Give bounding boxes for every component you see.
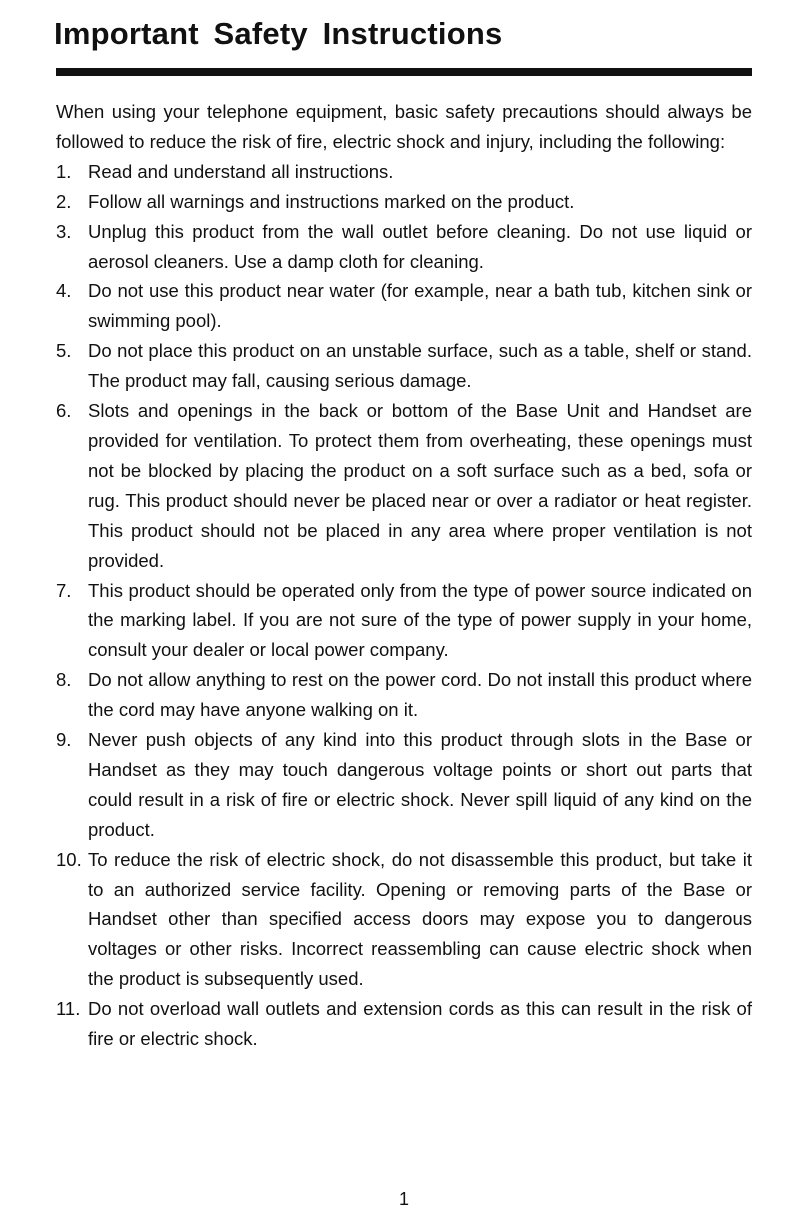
list-item [56,576,752,666]
item-text: Do not place this product on an unstable surface, such as a table, shelf or stand. The product may fall, causing serious damage. [88,340,752,392]
list-item [56,336,752,396]
item-text: To reduce the risk of electric shock, do not disassemble this product, but take it to an authorized service facility. Opening or removing parts of the Base or Handset other than specified access doors may expose you to dangerous voltages or other risks. Incorrect reassembling can cause electric shock when the product is subsequently used. [88,848,752,990]
item-number: 7. [56,579,72,601]
item-text: Unplug this product from the wall outlet before cleaning. Do not use liquid or aerosol cleaners. Use a damp cloth for cleaning. [88,220,752,272]
list-item [56,665,752,725]
item-text: Do not use this product near water (for example, near a bath tub, kitchen sink or swimming pool). [88,280,752,332]
list-item [56,217,752,277]
list-item [56,396,752,575]
item-number: 10. [56,848,82,870]
item-text: Do not allow anything to rest on the power cord. Do not install this product where the cord may have anyone walking on it. [88,669,752,721]
item-number: 4. [56,280,72,302]
item-number: 11. [56,998,81,1020]
list-item [56,276,752,336]
intro-paragraph: When using your telephone equipment, basic safety precautions should always be followed to reduce the risk of fire, electric shock and injury, including the following: [56,101,752,152]
item-number: 9. [56,729,72,751]
item-text: Follow all warnings and instructions marked on the product. [88,190,575,212]
list-item [56,845,752,995]
list-item [56,725,752,845]
item-text: Do not overload wall outlets and extension cords as this can result in the risk of fire or electric shock. [88,998,752,1050]
item-number: 1. [56,160,72,182]
item-text: This product should be operated only from the type of power source indicated on the marking label. If you are not sure of the type of power supply in your home, consult your dealer or local power company. [88,579,752,661]
list-item [56,187,752,217]
item-number: 5. [56,340,72,362]
safety-instructions-list [56,157,752,1054]
item-number: 6. [56,400,72,422]
page-title: Important Safety Instructions [54,16,503,51]
page-number: 1 [398,1189,409,1209]
title-rule [56,68,752,76]
item-number: 3. [56,220,72,242]
list-item [56,157,752,187]
item-number: 8. [56,669,72,691]
list-item [56,994,752,1054]
item-text: Never push objects of any kind into this product through slots in the Base or Handset as they may touch dangerous voltage points or short out parts that could result in a risk of fire or electric shock. Never spill liquid of any kind on the product. [88,729,752,840]
item-text: Read and understand all instructions. [88,160,394,182]
item-text: Slots and openings in the back or bottom of the Base Unit and Handset are provided for ventilation. To protect them from overheating, these openings must not be blocked by placing the product on a soft surface such as a bed, sofa or rug. This product should never be placed near or over a radiator or heat register. This product should not be placed in any area where proper ventilation is not provided. [88,400,752,571]
item-number: 2. [56,190,72,212]
document-body [56,97,752,1054]
